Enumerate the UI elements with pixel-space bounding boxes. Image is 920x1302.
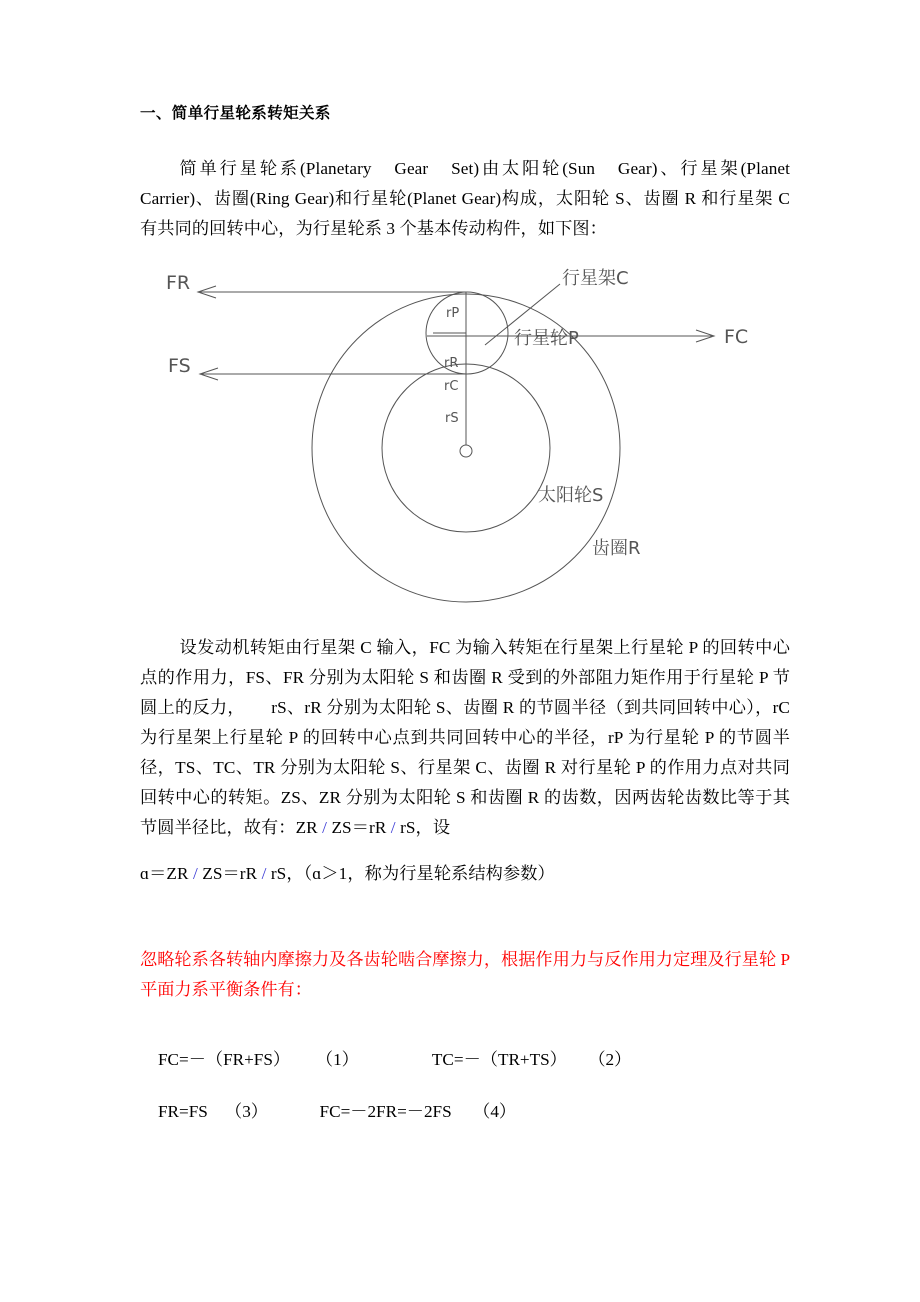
equation-row-2: FR=FS （3） FC=－2FR=－2FS （4） [158,1102,517,1122]
section-heading: 一、简单行星轮系转矩关系 [140,105,331,122]
definitions-part-a: 设发动机转矩由行星架 C 输入，FC 为输入转矩在行星架上行星轮 P 的回转中心点的作用力，FS、FR 分别为太阳轮 S 和齿圈 R 受到的外部阻力矩作用于行星轮 P 节圆上的反力， rS、rR 分别为太阳轮 S、齿圈 R 的节圆半径（到共同回转中心），rC 为行星架上行星轮 P 的回转中心点到共同回转中心的半径，rP 为行星轮 P 的节圆半径，TS、TC、TR 分别为太阳轮 S、行星架 C、齿圈 R 对行星轮 P 的作用力点对共同回转中心的转矩。ZS、ZR 分别为太阳轮 S 和齿圈 R 的齿数，因两齿轮齿数比等于其节圆半径比，故有：ZR [140,638,790,838]
alpha-part-b: ZS＝rR [197,864,262,884]
alpha-part-a: ɑ＝ZR [140,864,193,884]
spacer-before-equations [140,1005,790,1045]
slash-1: / [322,818,328,838]
document-content [140,104,790,1127]
slash-3: / [192,864,198,884]
label-planet: 行星轮P [514,328,579,350]
paragraph-intro: 简单行星轮系(Planetary Gear Set)由太阳轮(Sun Gear)、行星架(Planet Carrier)、齿圈(Ring Gear)和行星轮(Planet Gear)构成，太阳轮 S、齿圈 R 和行星架 C 有共同的回转中心，为行星轮系 3 个基本传动构件，如下图： [140,159,790,239]
label-sun: 太阳轮S [538,485,604,507]
paragraph-alpha [140,859,790,889]
definitions-part-c: rS，设 [395,818,451,838]
spacer-before-red [140,889,790,945]
paragraph-assumption: 忽略轮系各转轴内摩擦力及各齿轮啮合摩擦力，根据作用力与反作用力定理及行星轮 P 平面力系平衡条件有： [140,950,790,1000]
label-fs: FS [168,355,191,378]
planetary-gear-diagram [140,262,790,617]
spacer-between-equations [140,1075,790,1097]
label-rr: rR [444,356,459,372]
paragraph-definitions [140,633,790,843]
label-fc: FC [724,326,749,349]
alpha-part-c: rS，（ɑ＞1，称为行星轮系结构参数） [266,864,555,884]
slash-4: / [261,864,267,884]
label-rs: rS [445,411,459,427]
equation-row-1: FC=－（FR+FS） （1） TC=－（TR+TS） （2） [158,1050,632,1070]
definitions-part-b: ZS＝rR [327,818,391,838]
slash-2: / [390,818,396,838]
label-ring: 齿圈R [592,538,641,560]
label-fr: FR [166,272,191,295]
common-center-hub [460,445,472,457]
label-rc: rC [444,379,459,395]
label-rp: rP [446,306,460,322]
label-carrier: 行星架C [562,268,629,290]
